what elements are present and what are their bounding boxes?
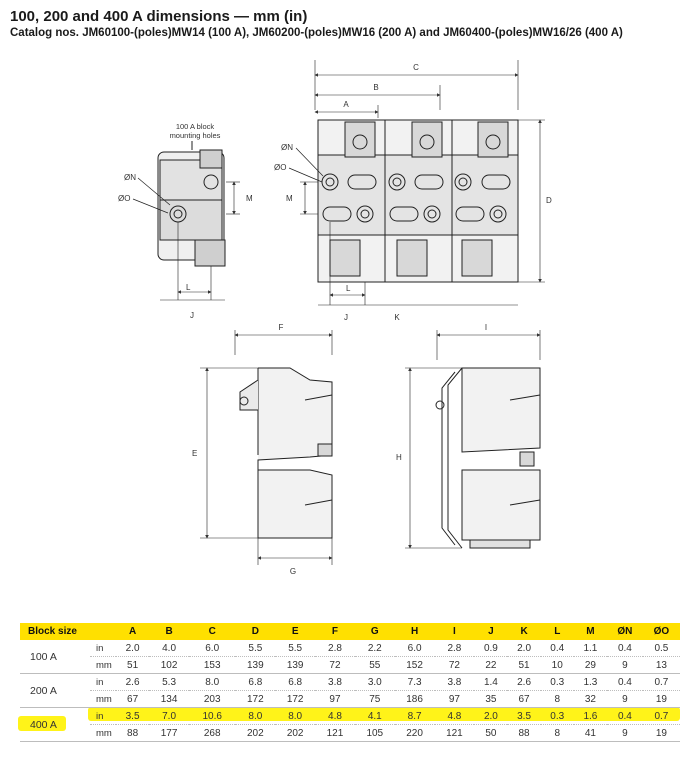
value-cell: 8.7 xyxy=(395,708,435,725)
f-label: F xyxy=(278,323,284,332)
value-cell: 268 xyxy=(189,725,235,742)
value-cell: 51 xyxy=(116,657,149,674)
a-label: A xyxy=(343,100,349,109)
k-label: K xyxy=(394,313,400,322)
i-label: I xyxy=(484,323,488,332)
value-cell: 10.6 xyxy=(189,708,235,725)
g-label: G xyxy=(289,567,297,576)
value-cell: 9 xyxy=(607,725,643,742)
value-cell: 0.3 xyxy=(541,708,574,725)
j-label-small: J xyxy=(190,311,194,320)
value-cell: 8.0 xyxy=(235,708,275,725)
value-cell: 5.5 xyxy=(235,640,275,657)
col-header: B xyxy=(149,623,189,640)
value-cell: 67 xyxy=(116,691,149,708)
m-label-small: M xyxy=(246,194,253,203)
col-header: F xyxy=(315,623,355,640)
table-row xyxy=(20,708,680,725)
l-label: L xyxy=(186,283,191,292)
col-header: H xyxy=(395,623,435,640)
col-header: C xyxy=(189,623,235,640)
table-header-row xyxy=(20,623,680,640)
value-cell: 8 xyxy=(541,725,574,742)
col-header: ØO xyxy=(643,623,680,640)
value-cell: 0.4 xyxy=(541,640,574,657)
value-cell: 8.0 xyxy=(275,708,315,725)
table-row xyxy=(20,657,680,674)
value-cell: 4.0 xyxy=(149,640,189,657)
value-cell: 0.7 xyxy=(643,674,680,691)
value-cell: 134 xyxy=(149,691,189,708)
value-cell: 9 xyxy=(607,691,643,708)
value-cell: 0.4 xyxy=(607,640,643,657)
col-header: A xyxy=(116,623,149,640)
front-view-drawing xyxy=(192,323,332,576)
col-header: G xyxy=(355,623,395,640)
value-cell: 6.0 xyxy=(395,640,435,657)
value-cell: 153 xyxy=(189,657,235,674)
end-view-drawing xyxy=(396,323,540,548)
value-cell: 22 xyxy=(474,657,507,674)
value-cell: 202 xyxy=(275,725,315,742)
value-cell: 0.7 xyxy=(643,708,680,725)
value-cell: 3.8 xyxy=(315,674,355,691)
value-cell: 2.0 xyxy=(474,708,507,725)
value-cell: 6.8 xyxy=(275,674,315,691)
value-cell: 88 xyxy=(116,725,149,742)
on-label-small: ØN xyxy=(124,173,136,182)
value-cell: 172 xyxy=(275,691,315,708)
value-cell: 10 xyxy=(541,657,574,674)
value-cell: 2.6 xyxy=(507,674,540,691)
table-row xyxy=(20,640,680,657)
c-label: C xyxy=(413,63,419,72)
dimensions-table xyxy=(20,623,680,742)
value-cell: 2.8 xyxy=(435,640,475,657)
col-header: E xyxy=(275,623,315,640)
value-cell: 105 xyxy=(355,725,395,742)
block-size-cell: 400 A xyxy=(20,708,90,742)
table-row xyxy=(20,691,680,708)
table-body xyxy=(20,640,680,742)
value-cell: 9 xyxy=(607,657,643,674)
value-cell: 67 xyxy=(507,691,540,708)
j-label-top: J xyxy=(344,313,348,322)
value-cell: 50 xyxy=(474,725,507,742)
value-cell: 0.5 xyxy=(643,640,680,657)
unit-cell: in xyxy=(90,640,116,657)
oo-label-small: ØO xyxy=(118,194,131,203)
value-cell: 152 xyxy=(395,657,435,674)
value-cell: 186 xyxy=(395,691,435,708)
col-header: I xyxy=(435,623,475,640)
value-cell: 41 xyxy=(574,725,607,742)
value-cell: 0.3 xyxy=(541,674,574,691)
value-cell: 88 xyxy=(507,725,540,742)
block-size-cell: 200 A xyxy=(20,674,90,708)
value-cell: 3.8 xyxy=(435,674,475,691)
value-cell: 121 xyxy=(435,725,475,742)
value-cell: 1.3 xyxy=(574,674,607,691)
unit-cell: mm xyxy=(90,691,116,708)
value-cell: 6.8 xyxy=(235,674,275,691)
value-cell: 2.0 xyxy=(507,640,540,657)
page-title: 100, 200 and 400 A dimensions — mm (in) xyxy=(10,8,308,25)
value-cell: 19 xyxy=(643,691,680,708)
value-cell: 121 xyxy=(315,725,355,742)
value-cell: 3.5 xyxy=(116,708,149,725)
col-header: K xyxy=(507,623,540,640)
h-label: H xyxy=(396,453,402,462)
value-cell: 35 xyxy=(474,691,507,708)
table-row xyxy=(20,674,680,691)
value-cell: 2.6 xyxy=(116,674,149,691)
value-cell: 2.2 xyxy=(355,640,395,657)
block-size-cell: 100 A xyxy=(20,640,90,674)
table-row xyxy=(20,725,680,742)
value-cell: 8 xyxy=(541,691,574,708)
m-label-top: M xyxy=(286,194,293,203)
caption-line-2: mounting holes xyxy=(169,131,221,140)
value-cell: 1.4 xyxy=(474,674,507,691)
side-view-drawing xyxy=(118,122,253,320)
value-cell: 13 xyxy=(643,657,680,674)
value-cell: 7.0 xyxy=(149,708,189,725)
unit-cell: mm xyxy=(90,657,116,674)
col-header: L xyxy=(541,623,574,640)
value-cell: 19 xyxy=(643,725,680,742)
col-header: M xyxy=(574,623,607,640)
value-cell: 72 xyxy=(315,657,355,674)
unit-cell: in xyxy=(90,708,116,725)
value-cell: 2.0 xyxy=(116,640,149,657)
value-cell: 139 xyxy=(235,657,275,674)
value-cell: 203 xyxy=(189,691,235,708)
b-label: B xyxy=(373,83,379,92)
value-cell: 2.8 xyxy=(315,640,355,657)
value-cell: 5.5 xyxy=(275,640,315,657)
col-header: D xyxy=(235,623,275,640)
value-cell: 172 xyxy=(235,691,275,708)
value-cell: 1.1 xyxy=(574,640,607,657)
value-cell: 4.1 xyxy=(355,708,395,725)
value-cell: 51 xyxy=(507,657,540,674)
value-cell: 3.5 xyxy=(507,708,540,725)
value-cell: 4.8 xyxy=(315,708,355,725)
value-cell: 0.4 xyxy=(607,708,643,725)
value-cell: 4.8 xyxy=(435,708,475,725)
value-cell: 102 xyxy=(149,657,189,674)
value-cell: 202 xyxy=(235,725,275,742)
block-size-header: Block size xyxy=(20,623,90,640)
value-cell: 72 xyxy=(435,657,475,674)
value-cell: 139 xyxy=(275,657,315,674)
value-cell: 29 xyxy=(574,657,607,674)
catalog-subtitle: Catalog nos. JM60100-(poles)MW14 (100 A), JM60200-(poles)MW16 (200 A) and JM60400-(poles)MW16/26 (400 A) xyxy=(10,27,623,39)
l-label-top: L xyxy=(346,284,351,293)
value-cell: 32 xyxy=(574,691,607,708)
unit-cell: mm xyxy=(90,725,116,742)
col-header: J xyxy=(474,623,507,640)
col-header: ØN xyxy=(607,623,643,640)
value-cell: 3.0 xyxy=(355,674,395,691)
value-cell: 5.3 xyxy=(149,674,189,691)
value-cell: 97 xyxy=(315,691,355,708)
value-cell: 7.3 xyxy=(395,674,435,691)
on-label-top: ØN xyxy=(281,143,293,152)
value-cell: 8.0 xyxy=(189,674,235,691)
caption-line-1: 100 A block xyxy=(175,122,215,131)
value-cell: 0.9 xyxy=(474,640,507,657)
top-view-drawing xyxy=(274,60,552,322)
value-cell: 220 xyxy=(395,725,435,742)
value-cell: 1.6 xyxy=(574,708,607,725)
value-cell: 177 xyxy=(149,725,189,742)
value-cell: 75 xyxy=(355,691,395,708)
value-cell: 6.0 xyxy=(189,640,235,657)
oo-label-top: ØO xyxy=(274,163,287,172)
e-label: E xyxy=(192,449,198,458)
d-label: D xyxy=(546,196,552,205)
unit-cell: in xyxy=(90,674,116,691)
value-cell: 0.4 xyxy=(607,674,643,691)
value-cell: 97 xyxy=(435,691,475,708)
value-cell: 55 xyxy=(355,657,395,674)
